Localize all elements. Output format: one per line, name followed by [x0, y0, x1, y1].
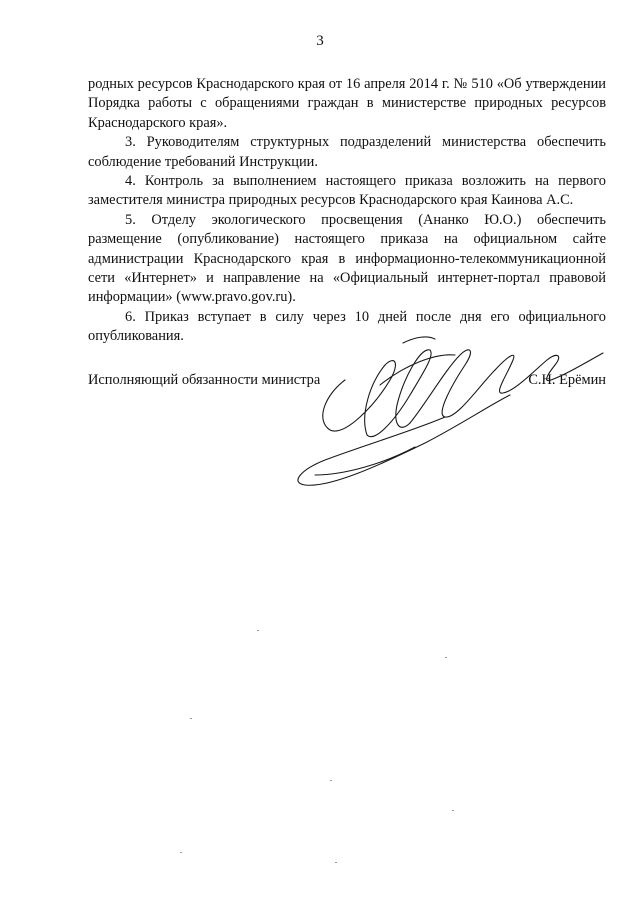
scan-speck: [445, 657, 447, 658]
document-body: [88, 75, 606, 347]
paragraph-continuation: родных ресурсов Краснодарского края от 16 апреля 2014 г. № 510 «Об утверждении Порядка работы с обращениями граждан в министерстве природных ресурсов Краснодарского края».: [88, 76, 606, 131]
signer-name: С.Н. Ерёмин: [528, 372, 606, 388]
page-number: 3: [316, 33, 324, 49]
paragraph-item-6: 6. Приказ вступает в силу через 10 дней после дня его официального опубликования.: [88, 308, 606, 345]
paragraph-item-5: 5. Отделу экологического просвещения (Ананко Ю.О.) обеспечить размещение (опубликование) настоящего приказа на официальном сайте администрации Краснодарского края в информационно-телекоммуникационной сети «Интернет» и направление на «Официальный интернет-портал правовой информации» (www.pravo.gov.ru).: [88, 211, 606, 306]
scan-speck: [452, 810, 454, 811]
signer-title: Исполняющий обязанности министра: [88, 372, 321, 388]
paragraph-item-3: 3. Руководителям структурных подразделений министерства обеспечить соблюдение требований Инструкции.: [88, 134, 606, 170]
paragraph-item-4: 4. Контроль за выполнением настоящего приказа возложить на первого заместителя министра природных ресурсов Краснодарского края Каинова А.С.: [88, 173, 606, 209]
scan-speck: [330, 780, 332, 781]
scan-speck: [190, 718, 192, 719]
scan-speck: [257, 630, 259, 631]
handwritten-signature: [285, 325, 615, 495]
scan-speck: [180, 852, 182, 853]
scan-speck: [335, 862, 337, 863]
